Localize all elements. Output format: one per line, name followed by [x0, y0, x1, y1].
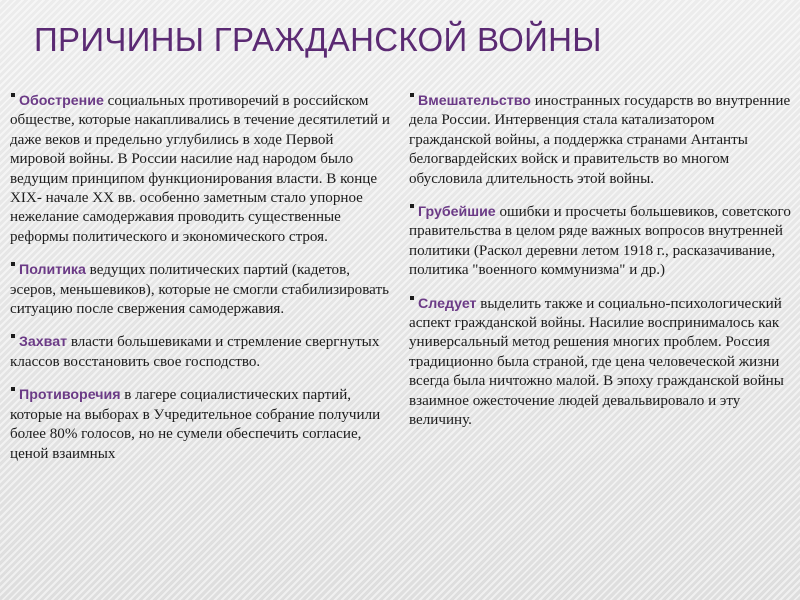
cause-item-contradictions	[10, 386, 392, 464]
square-bullet-icon	[11, 93, 15, 97]
cause-keyword: Вмешательство	[418, 93, 531, 109]
cause-item-psychology	[409, 295, 794, 431]
cause-text: ведущих политических партий (кадетов, эсеров, меньшевиков), которые не смогли стабилизировать ситуацию после свержения самодержавия.	[10, 262, 389, 318]
square-bullet-icon	[410, 296, 414, 300]
cause-text: ошибки и просчеты большевиков, советского правительства в целом ряде важных вопросов внутренней политики (Раскол деревни летом 1918 г., расказачивание, политика "военного коммунизма" и др.)	[409, 204, 791, 279]
square-bullet-icon	[11, 387, 15, 391]
square-bullet-icon	[11, 334, 15, 338]
cause-item-mistakes	[409, 203, 794, 281]
cause-item-escalation	[10, 92, 392, 247]
cause-text: власти большевиками и стремление свергнутых классов восстановить свое господство.	[10, 334, 380, 370]
cause-item-intervention	[409, 92, 794, 189]
cause-text: социальных противоречий в российском обществе, которые накапливались в течение десятилетий и даже веков и предельно углубились в ходе Первой мировой войны. В России насилие над народом было ведущим принципом функционирования власти. В конце XIX- начале XX вв. особенно заметным стало упорное нежелание самодержавия проводить существенные реформы политического и экономического строя.	[10, 93, 390, 245]
cause-keyword: Захват	[19, 334, 68, 351]
cause-text: выделить также и социально-психологический аспект гражданской войны. Насилие воспринималось как универсальный метод решения многих проблем. Россия традиционно была страной, где цена человеческой жизни всегда была ничтожно малой. В эпоху гражданской войны взаимное ожесточение людей девальвировало и эту величину.	[409, 295, 784, 429]
cause-keyword: Следует	[418, 295, 477, 312]
slide-title: ПРИЧИНЫ ГРАЖДАНСКОЙ ВОЙНЫ	[34, 21, 602, 58]
cause-item-seizure	[10, 333, 392, 372]
cause-keyword: Противоречия	[19, 387, 121, 404]
cause-item-politics	[10, 261, 392, 319]
cause-keyword: Политика	[19, 262, 86, 279]
left-column	[10, 92, 392, 478]
square-bullet-icon	[410, 204, 414, 208]
cause-keyword: Обострение	[19, 93, 104, 109]
square-bullet-icon	[410, 93, 414, 97]
cause-keyword: Грубейшие	[418, 204, 496, 221]
cause-text: иностранных государств во внутренние дела России. Интервенция стала катализатором гражданской войны, а поддержка странами Антанты белогвардейских войск и правительств во многом обусловила длительность этой войны.	[409, 93, 791, 187]
cause-text: в лагере социалистических партий, которые на выборах в Учредительное собрание получили более 80% голосов, но не сумели обеспечить согласие, ценой взаимных	[10, 387, 381, 462]
right-column	[409, 92, 794, 445]
square-bullet-icon	[11, 262, 15, 266]
